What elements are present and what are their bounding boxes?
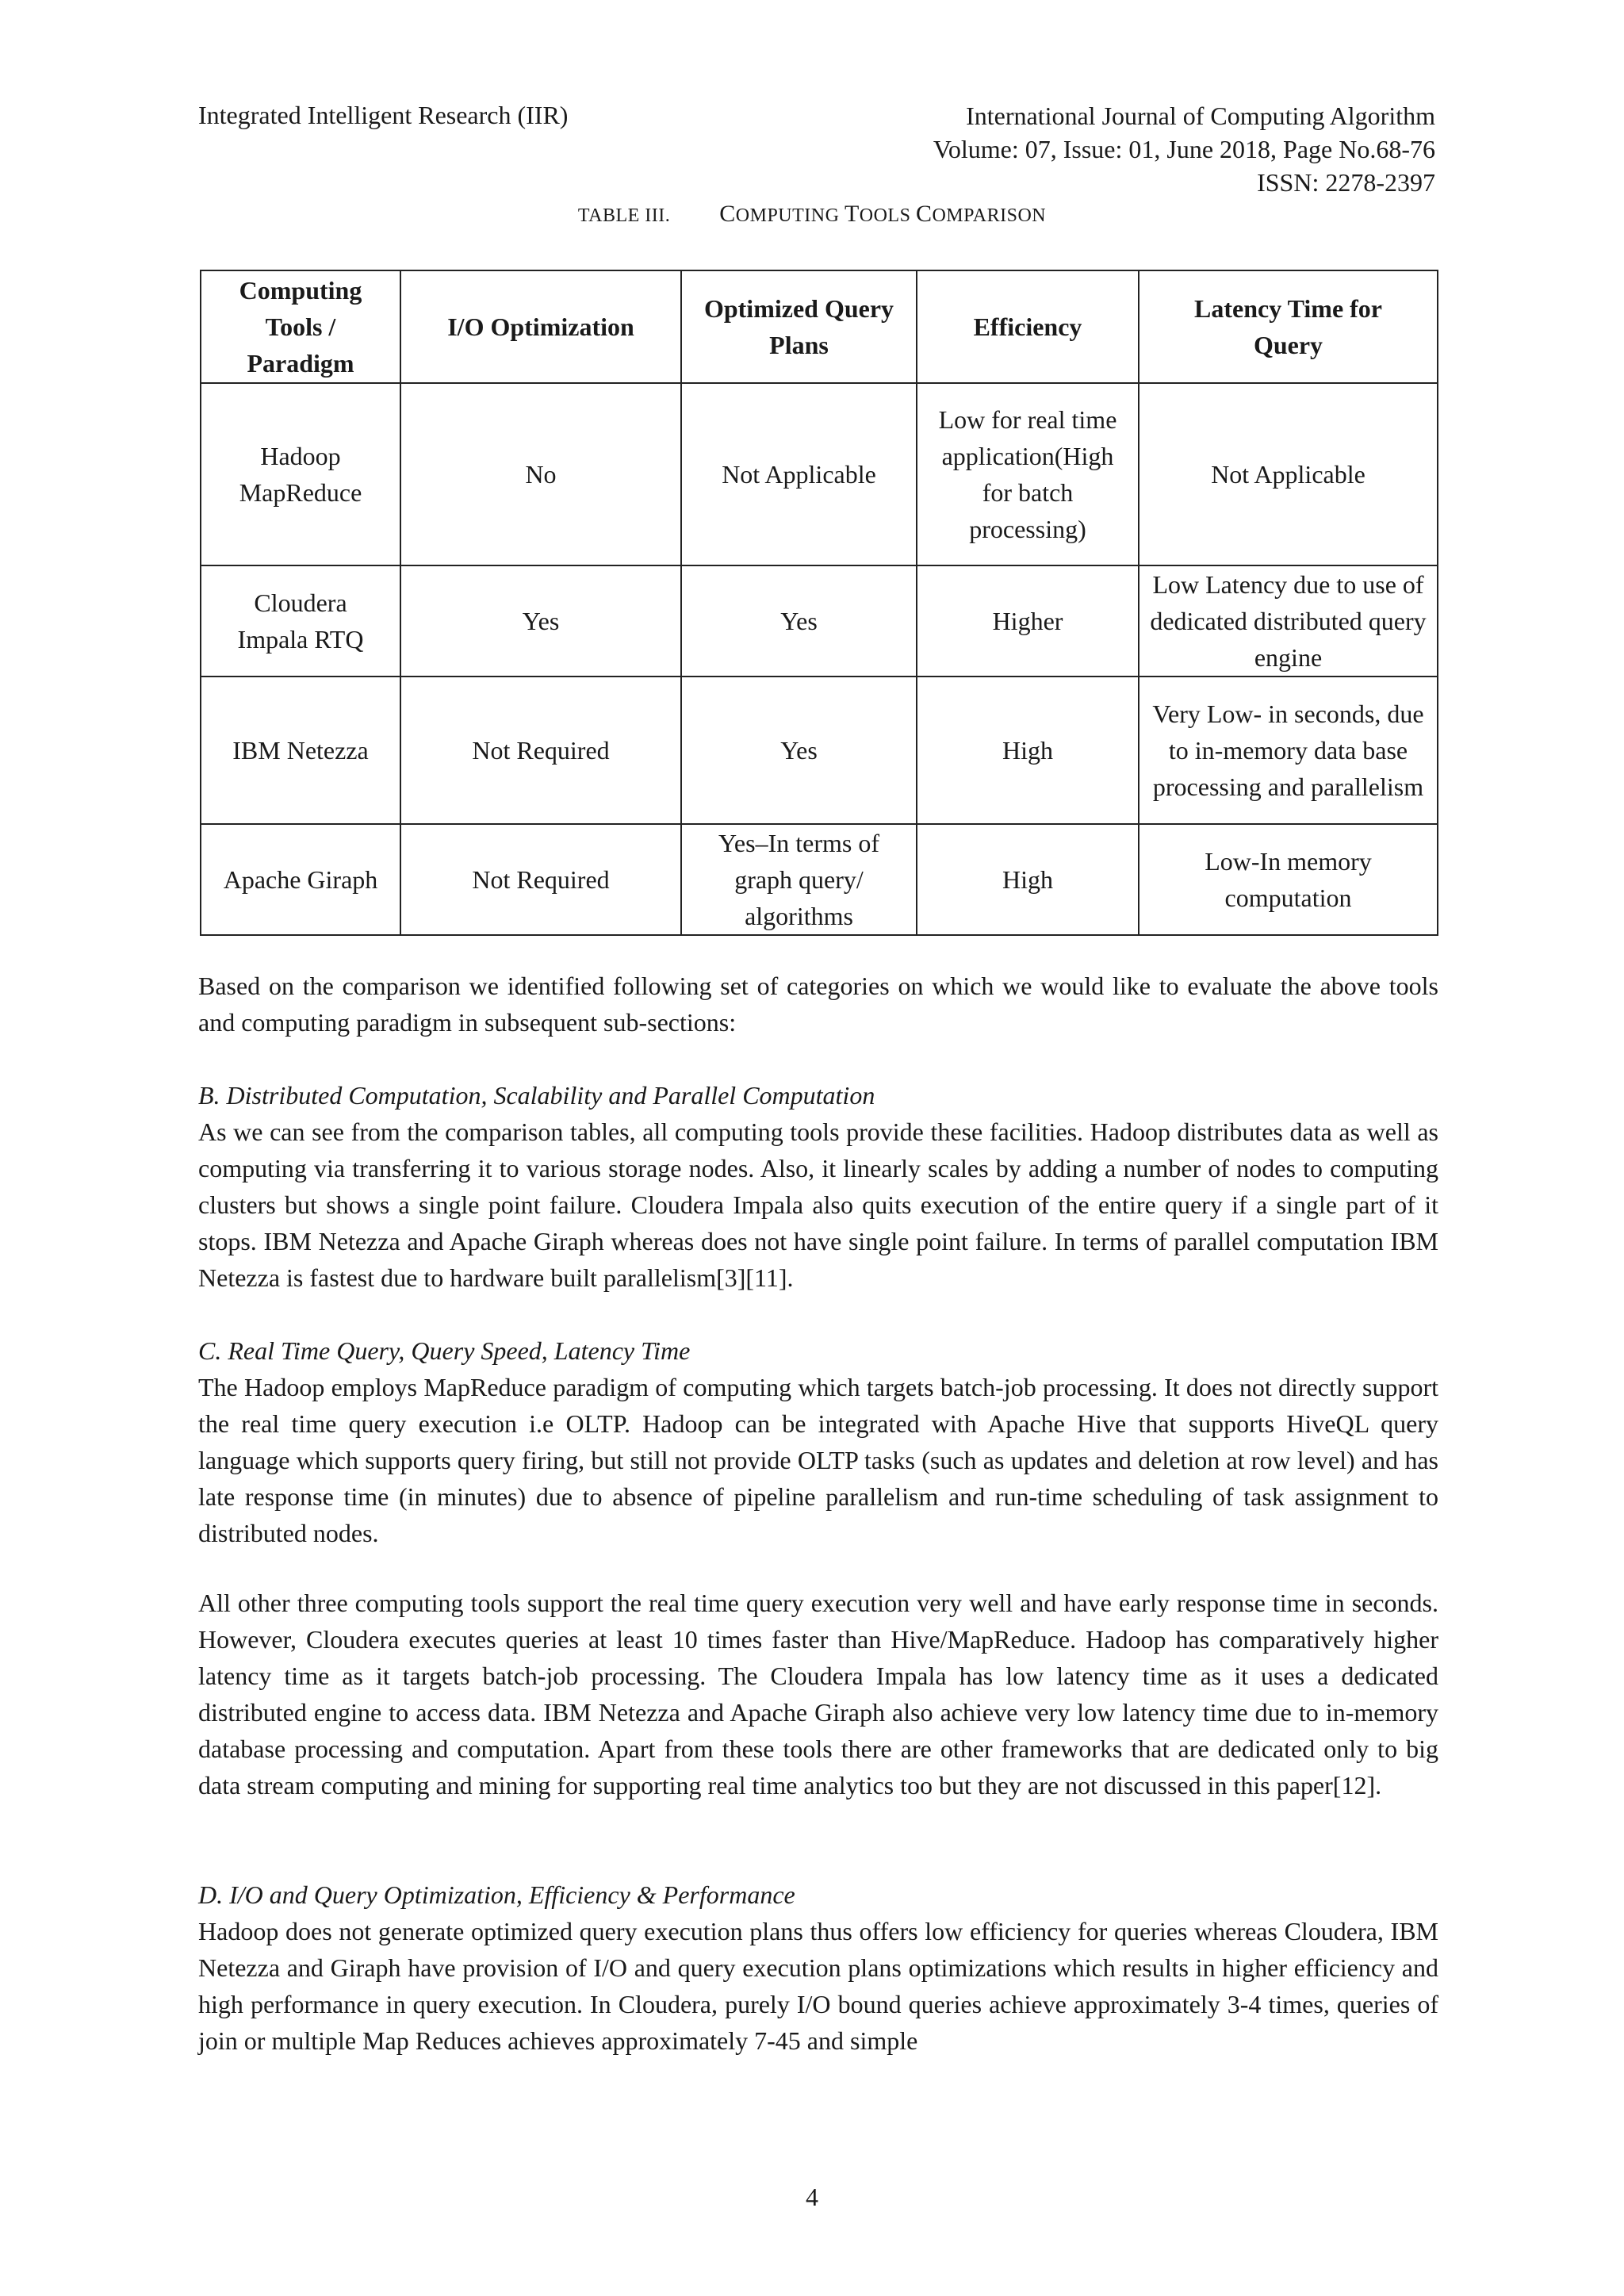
header-cell: Optimized Query Plans bbox=[681, 270, 917, 383]
table-cell: Yes–In terms of graph query/ algorithms bbox=[681, 824, 917, 935]
table-caption: TABLE III. COMPUTING TOOLS COMPARISON bbox=[577, 201, 1047, 227]
table-header-row bbox=[201, 270, 1438, 383]
table-cell: Yes bbox=[400, 565, 681, 677]
table-row bbox=[201, 677, 1438, 824]
header-cell: Computing Tools / Paradigm bbox=[201, 270, 400, 383]
table-cell: Not Applicable bbox=[681, 383, 917, 565]
table-cell: Not Required bbox=[400, 677, 681, 824]
section-c-text: The Hadoop employs MapReduce paradigm of computing which targets batch-job processing. It does not directly support the real time query execution i.e OLTP. Hadoop can be integrated with Apache Hive that supports HiveQL query language which supports query firing, but still not provide OLTP tasks (such as updates and deletion at row level) and has late response time (in minutes) due to absence of pipeline parallelism and run-time scheduling of task assignment to distributed nodes. bbox=[198, 1373, 1438, 1547]
section-d bbox=[198, 1876, 1438, 2059]
journal-publisher: Integrated Intelligent Research (IIR) bbox=[198, 101, 569, 129]
table-cell: No bbox=[400, 383, 681, 565]
section-d-text: Hadoop does not generate optimized query execution plans thus offers low efficiency for queries whereas Cloudera, IBM Netezza and Giraph have provision of I/O and query execution plans optimizations which results in higher efficiency and high performance in query execution. In Cloudera, purely I/O bound queries achieve approximately 3-4 times, queries of join or multiple Map Reduces achieves approximately 7-45 and simple bbox=[198, 1917, 1438, 2055]
table-cell: IBM Netezza bbox=[201, 677, 400, 824]
section-c-heading: C. Real Time Query, Query Speed, Latency Time bbox=[198, 1336, 691, 1365]
journal-info bbox=[933, 99, 1435, 199]
table-row bbox=[201, 565, 1438, 677]
page-number: 4 bbox=[806, 2183, 818, 2211]
table-row bbox=[201, 824, 1438, 935]
table-cell: Very Low- in seconds, due to in-memory data base processing and parallelism bbox=[1139, 677, 1438, 824]
header-cell: Latency Time for Query bbox=[1139, 270, 1438, 383]
header-cell: I/O Optimization bbox=[400, 270, 681, 383]
section-c-continued: All other three computing tools support the real time query execution very well and have early response time in seconds. However, Cloudera executes queries at least 10 times faster than Hive/MapReduce. Hadoop has comparatively higher latency time as it targets batch-job processing. The Cloudera Impala has low latency time as it uses a dedicated distributed engine to access data. IBM Netezza and Apache Giraph also achieve very low latency time due to in-memory database processing and computation. Apart from these tools there are other frameworks that are dedicated only to big data stream computing and mining for supporting real time analytics too but they are not discussed in this paper[12]. bbox=[198, 1589, 1438, 1800]
section-b bbox=[198, 1077, 1438, 1296]
header-cell: Efficiency bbox=[917, 270, 1139, 383]
table-row bbox=[201, 383, 1438, 565]
journal-issn: ISSN: 2278-2397 bbox=[1257, 168, 1435, 197]
table-cell: High bbox=[917, 677, 1139, 824]
table-cell: Higher bbox=[917, 565, 1139, 677]
table-cell: Apache Giraph bbox=[201, 824, 400, 935]
table-cell: Hadoop MapReduce bbox=[201, 383, 400, 565]
table-cell: Not Required bbox=[400, 824, 681, 935]
section-b-text: As we can see from the comparison tables, all computing tools provide these facilities. Hadoop distributes data as well as computing via transferring it to various storage nodes. Also, it linearly scales by adding a number of nodes to computing clusters but shows a single point failure. Cloudera Impala also quits execution of the entire query if a single part of it stops. IBM Netezza and Apache Giraph whereas does not have single point failure. In terms of parallel computation IBM Netezza is fastest due to hardware built parallelism[3][11]. bbox=[198, 1117, 1438, 1292]
table-cell: Cloudera Impala RTQ bbox=[201, 565, 400, 677]
table-cell: Yes bbox=[681, 677, 917, 824]
table-cell: Not Applicable bbox=[1139, 383, 1438, 565]
journal-title: International Journal of Computing Algorithm bbox=[966, 102, 1435, 130]
table-cell: Low Latency due to use of dedicated distributed query engine bbox=[1139, 565, 1438, 677]
table-cell: Low-In memory computation bbox=[1139, 824, 1438, 935]
intro-paragraph: Based on the comparison we identified following set of categories on which we would like to evaluate the above tools and computing paradigm in subsequent sub-sections: bbox=[198, 972, 1438, 1037]
section-c bbox=[198, 1332, 1438, 1551]
section-b-heading: B. Distributed Computation, Scalability and Parallel Computation bbox=[198, 1081, 875, 1110]
table-cell: High bbox=[917, 824, 1139, 935]
section-d-heading: D. I/O and Query Optimization, Efficiency & Performance bbox=[198, 1880, 795, 1909]
table-cell: Low for real time application(High for batch processing) bbox=[917, 383, 1139, 565]
table-cell: Yes bbox=[681, 565, 917, 677]
journal-volume: Volume: 07, Issue: 01, June 2018, Page No.68-76 bbox=[933, 135, 1435, 163]
comparison-table bbox=[200, 270, 1438, 936]
table-number: TABLE III. bbox=[577, 205, 671, 226]
